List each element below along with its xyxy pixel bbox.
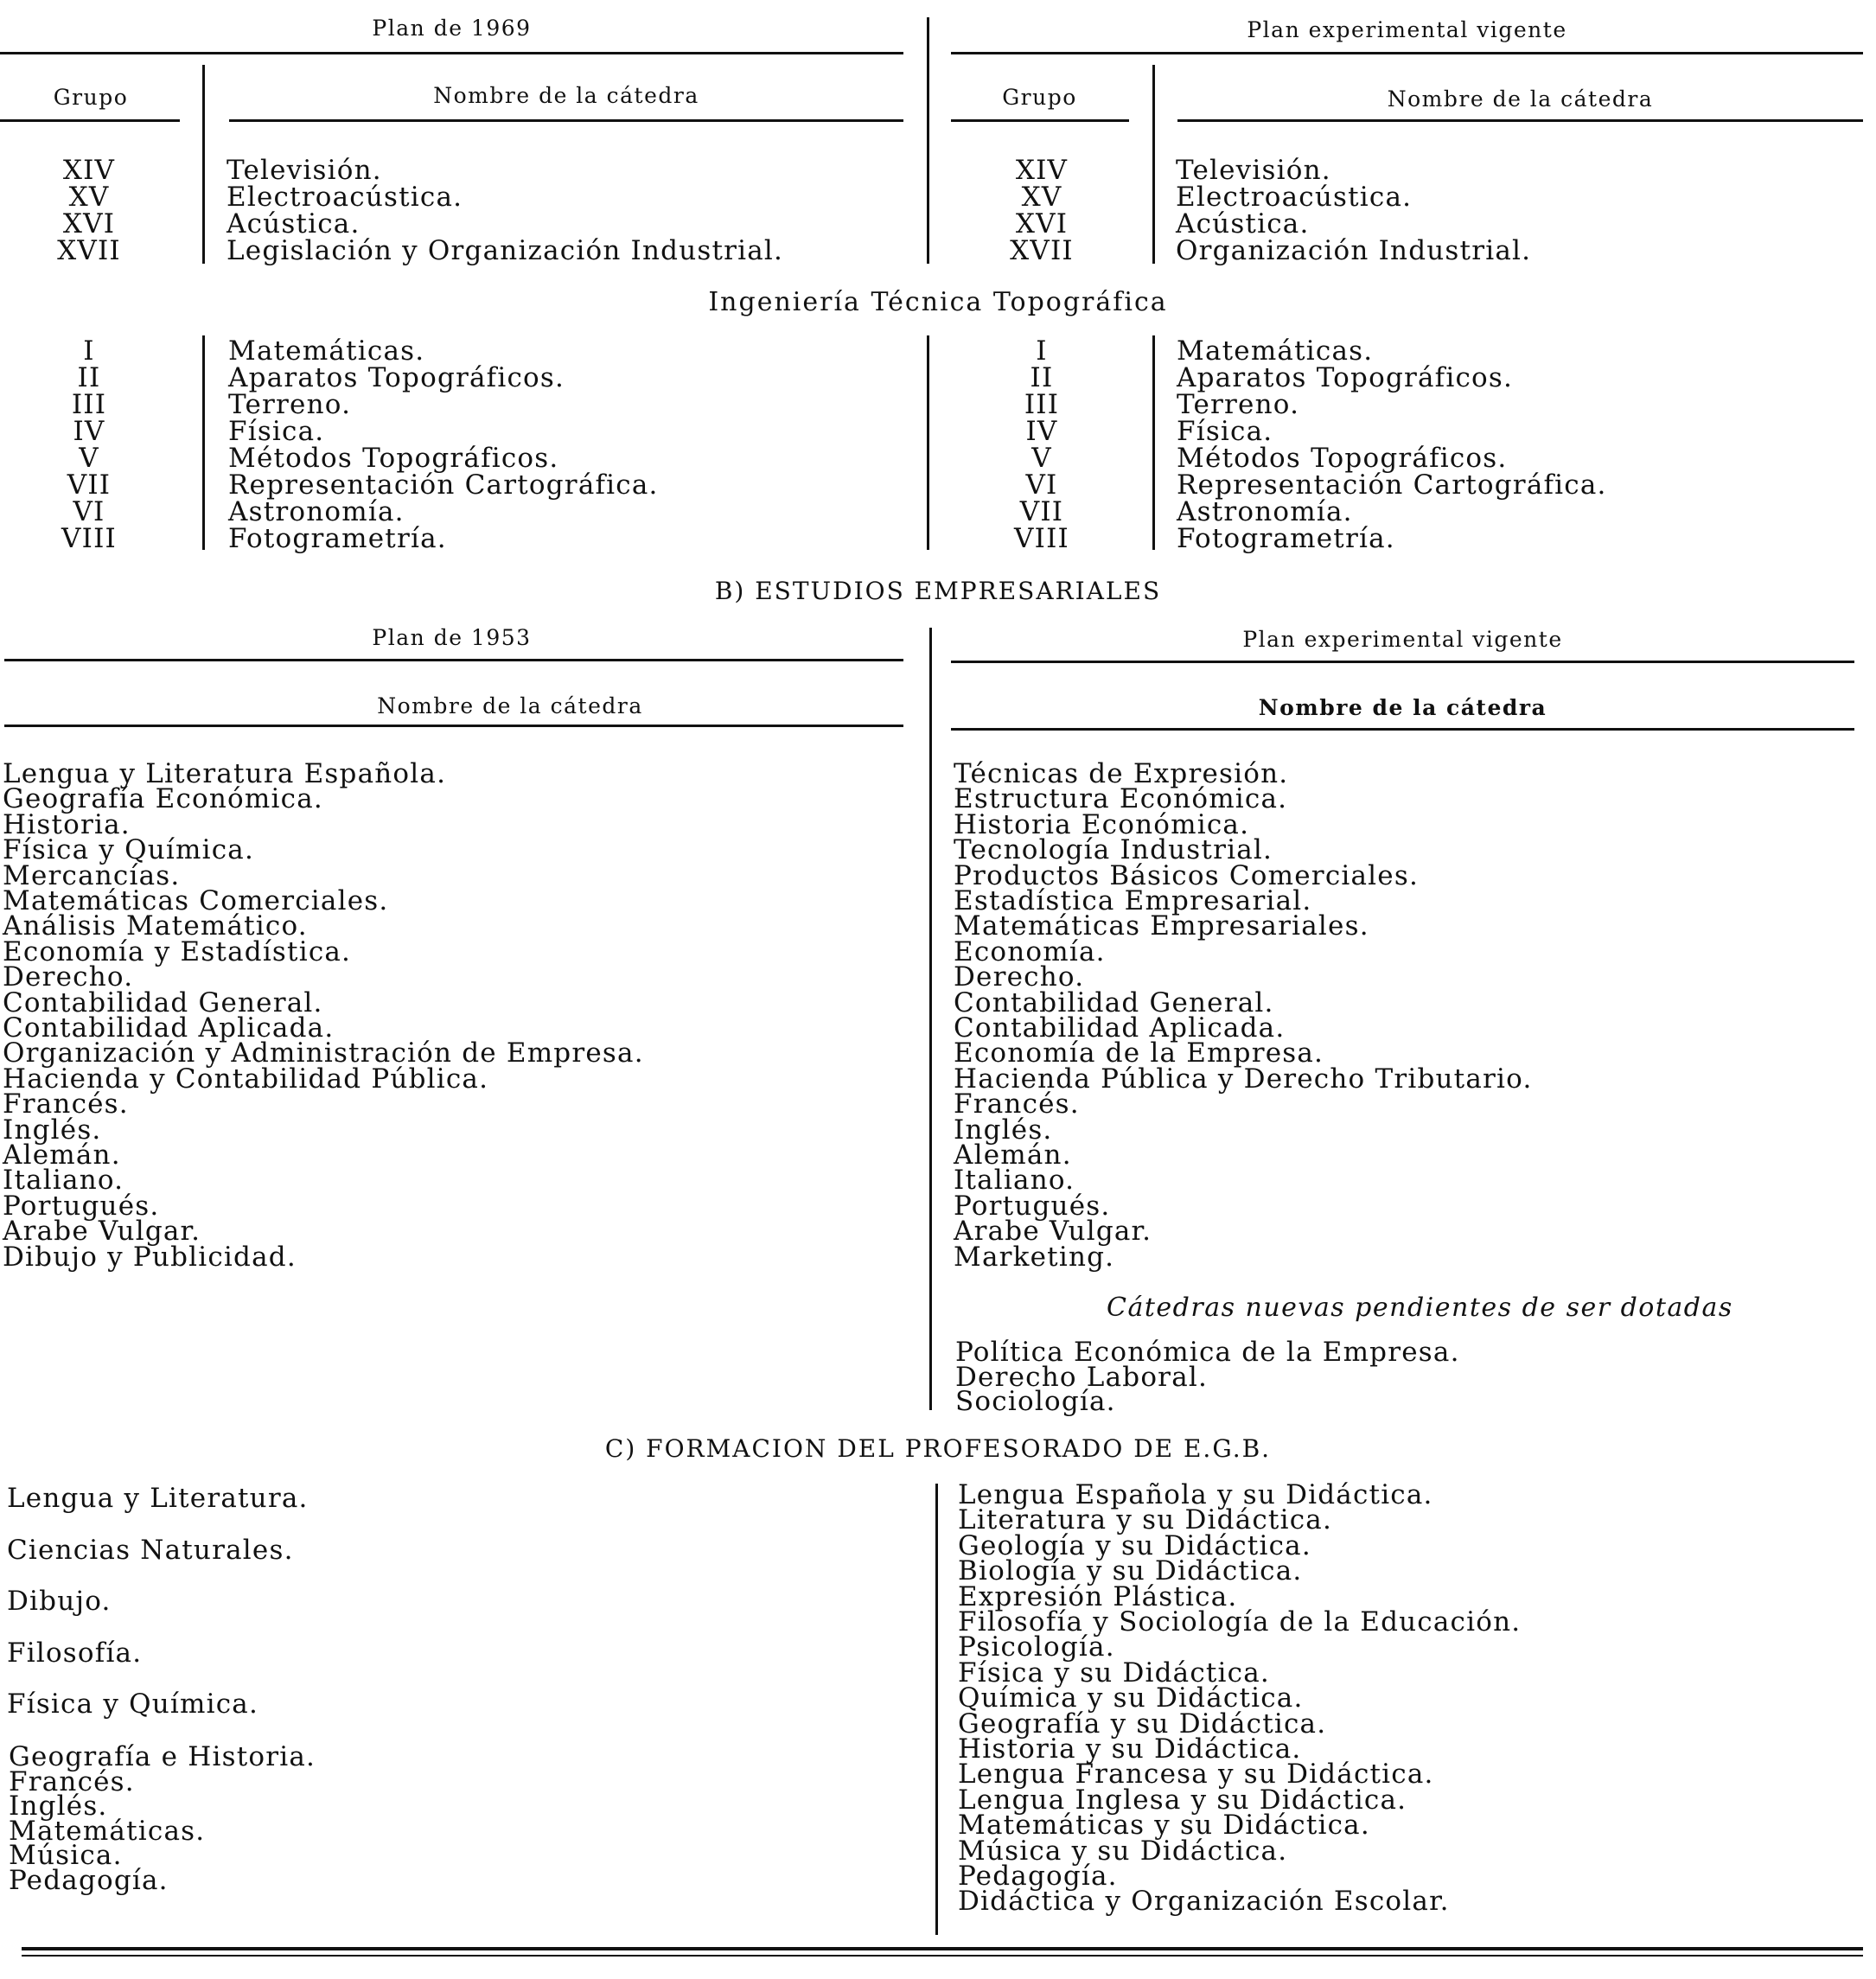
chair-name: Legislación y Organización Industrial. [227, 235, 784, 266]
plan-experimental-header: Plan experimental vigente [1242, 627, 1563, 652]
chair-name: Física. [1177, 416, 1273, 447]
chair-name: Métodos Topográficos. [228, 443, 559, 474]
list-item: Expresión Plástica. [958, 1580, 1238, 1612]
list-item: Lengua y Literatura Española. [3, 758, 447, 789]
chair-name: Electroacústica. [227, 182, 463, 213]
list-item: Contabilidad Aplicada. [954, 1012, 1286, 1044]
list-item: Arabe Vulgar. [3, 1216, 201, 1248]
group-number: II [77, 362, 101, 393]
chair-name: Fotogrametría. [1177, 523, 1395, 554]
chair-name: Aparatos Topográficos. [1177, 362, 1514, 393]
group-number: IV [73, 416, 105, 447]
group-number: XVII [1010, 235, 1074, 266]
column-divider [935, 1484, 938, 1935]
name-column-header: Nombre de la cátedra [1387, 86, 1654, 112]
list-item: Dibujo. [7, 1586, 112, 1617]
list-item: Lengua y Literatura. [7, 1483, 309, 1514]
list-item: Derecho. [3, 961, 134, 993]
list-item: Organización y Administración de Empresa. [3, 1037, 644, 1069]
list-item: Física y su Didáctica. [958, 1657, 1270, 1689]
plan-1953-header: Plan de 1953 [372, 625, 532, 650]
list-item: Matemáticas. [9, 1815, 206, 1847]
topografia-title: Ingeniería Técnica Topográfica [708, 287, 1168, 317]
list-item: Italiano. [954, 1165, 1075, 1197]
list-item: Dibujo y Publicidad. [3, 1241, 297, 1273]
chair-name: Física. [228, 416, 325, 447]
list-item: Ciencias Naturales. [7, 1534, 294, 1566]
chair-name: Métodos Topográficos. [1177, 443, 1508, 474]
list-item: Economía y Estadística. [3, 935, 352, 967]
rule [0, 52, 903, 54]
group-number: V [79, 443, 99, 474]
chair-name: Fotogrametría. [228, 523, 447, 554]
group-number: XVII [57, 235, 121, 266]
list-item: Lengua Francesa y su Didáctica. [958, 1759, 1434, 1791]
group-number: IV [1025, 416, 1058, 447]
list-item: Hacienda y Contabilidad Pública. [3, 1063, 489, 1095]
list-item: Música y su Didáctica. [958, 1835, 1288, 1867]
list-item: Pedagogía. [958, 1861, 1118, 1892]
group-number: III [71, 389, 107, 420]
column-divider [202, 335, 205, 550]
list-item: Alemán. [954, 1140, 1072, 1171]
chair-name: Electroacústica. [1176, 182, 1413, 213]
group-number: VII [67, 469, 112, 501]
list-item: Italiano. [3, 1165, 124, 1197]
chair-name: Acústica. [1176, 208, 1310, 239]
group-number: V [1031, 443, 1052, 474]
rule [4, 659, 903, 661]
list-item: Geografía Económica. [3, 783, 323, 815]
rule [951, 728, 1854, 731]
chair-name: Aparatos Topográficos. [228, 362, 565, 393]
list-item: Hacienda Pública y Derecho Tributario. [954, 1063, 1533, 1095]
group-number: XV [1021, 182, 1062, 213]
list-item: Portugués. [3, 1190, 160, 1222]
list-item: Matemáticas Empresariales. [954, 910, 1369, 942]
name-column-header: Nombre de la cátedra [1258, 695, 1547, 720]
list-item: Técnicas de Expresión. [954, 758, 1289, 789]
column-divider [927, 335, 929, 550]
group-number: XVI [1015, 208, 1069, 239]
section-c-title: C) FORMACION DEL PROFESORADO DE E.G.B. [604, 1434, 1272, 1463]
plan-experimental-header: Plan experimental vigente [1247, 17, 1567, 42]
list-item: Contabilidad Aplicada. [3, 1012, 335, 1044]
rule [951, 661, 1854, 663]
group-number: XVI [62, 208, 116, 239]
group-number: VIII [61, 523, 117, 554]
list-item: Matemáticas y su Didáctica. [958, 1810, 1370, 1842]
group-number: XIV [1015, 155, 1069, 186]
group-number: VIII [1014, 523, 1069, 554]
list-item: Literatura y su Didáctica. [958, 1504, 1333, 1536]
list-item: Inglés. [9, 1791, 108, 1822]
bottom-rule [22, 1955, 1863, 1957]
list-item: Alemán. [3, 1140, 121, 1171]
name-column-header: Nombre de la cátedra [377, 693, 643, 718]
list-item: Sociología. [955, 1386, 1116, 1417]
chair-name: Televisión. [227, 155, 382, 186]
group-number: VI [73, 496, 105, 527]
column-divider [927, 17, 929, 264]
chair-name: Terreno. [1177, 389, 1300, 420]
list-item: Música. [9, 1840, 123, 1871]
rule [1177, 119, 1863, 122]
list-item: Lengua Inglesa y su Didáctica. [958, 1784, 1407, 1816]
rule [951, 119, 1129, 122]
list-item: Historia. [3, 808, 131, 840]
list-item: Portugués. [954, 1190, 1111, 1222]
column-divider [929, 628, 932, 1410]
list-item: Pedagogía. [9, 1864, 169, 1896]
rule [951, 52, 1863, 54]
bottom-rule [22, 1947, 1863, 1950]
list-item: Economía. [954, 935, 1106, 967]
chair-name: Terreno. [228, 389, 352, 420]
list-item: Filosofía y Sociología de la Educación. [958, 1606, 1522, 1637]
list-item: Derecho Laboral. [955, 1361, 1209, 1393]
rule [0, 119, 180, 122]
list-item: Tecnología Industrial. [954, 834, 1273, 866]
plan-1969-header: Plan de 1969 [372, 16, 532, 41]
list-item: Física y Química. [3, 834, 255, 866]
list-item: Contabilidad General. [954, 986, 1274, 1018]
list-item: Francés. [954, 1088, 1080, 1120]
list-item: Productos Básicos Comerciales. [954, 859, 1419, 891]
list-item: Mercancías. [3, 859, 181, 891]
group-column-header: Grupo [53, 85, 129, 110]
list-item: Filosofía. [7, 1637, 143, 1669]
list-item: Análisis Matemático. [3, 910, 308, 942]
list-item: Francés. [9, 1765, 135, 1797]
column-divider [1152, 65, 1155, 264]
chair-name: Acústica. [227, 208, 361, 239]
list-item: Geografía e Historia. [9, 1741, 316, 1772]
chair-name: Organización Industrial. [1176, 235, 1532, 266]
chair-name: Astronomía. [1177, 496, 1353, 527]
list-item: Marketing. [954, 1241, 1115, 1273]
list-item: Inglés. [3, 1114, 102, 1146]
list-item: Biología y su Didáctica. [958, 1555, 1303, 1587]
list-item: Matemáticas Comerciales. [3, 885, 389, 916]
chair-name: Astronomía. [228, 496, 405, 527]
list-item: Lengua Española y su Didáctica. [958, 1479, 1433, 1510]
list-item: Historia y su Didáctica. [958, 1733, 1302, 1765]
list-item: Geología y su Didáctica. [958, 1529, 1311, 1561]
group-number: II [1030, 362, 1054, 393]
list-item: Derecho. [954, 961, 1085, 993]
group-number: XV [68, 182, 110, 213]
list-item: Inglés. [954, 1114, 1053, 1146]
section-b-title: B) ESTUDIOS EMPRESARIALES [714, 577, 1162, 605]
group-number: III [1024, 389, 1060, 420]
chair-name: Televisión. [1176, 155, 1331, 186]
list-item: Economía de la Empresa. [954, 1037, 1324, 1069]
column-divider [1152, 335, 1155, 550]
rule [229, 119, 903, 122]
group-number: VI [1025, 469, 1058, 501]
list-item: Arabe Vulgar. [954, 1216, 1152, 1248]
list-item: Estructura Económica. [954, 783, 1288, 815]
list-item: Francés. [3, 1088, 129, 1120]
list-item: Química y su Didáctica. [958, 1682, 1304, 1714]
list-item: Física y Química. [7, 1689, 259, 1720]
rule [4, 725, 903, 727]
new-chairs-title: Cátedras nuevas pendientes de ser dotadas [1107, 1293, 1733, 1323]
list-item: Política Económica de la Empresa. [955, 1337, 1460, 1368]
chair-name: Representación Cartográfica. [1177, 469, 1607, 501]
list-item: Psicología. [958, 1631, 1115, 1663]
group-column-header: Grupo [1002, 85, 1077, 110]
group-number: XIV [62, 155, 116, 186]
column-divider [202, 65, 205, 264]
chair-name: Matemáticas. [228, 335, 425, 367]
list-item: Didáctica y Organización Escolar. [958, 1886, 1450, 1918]
group-number: I [1036, 335, 1048, 367]
name-column-header: Nombre de la cátedra [433, 83, 699, 108]
list-item: Historia Económica. [954, 808, 1250, 840]
list-item: Contabilidad General. [3, 986, 323, 1018]
chair-name: Matemáticas. [1177, 335, 1374, 367]
list-item: Geografía y su Didáctica. [958, 1708, 1327, 1740]
list-item: Estadística Empresarial. [954, 885, 1312, 916]
group-number: VII [1019, 496, 1064, 527]
chair-name: Representación Cartográfica. [228, 469, 659, 501]
group-number: I [83, 335, 95, 367]
